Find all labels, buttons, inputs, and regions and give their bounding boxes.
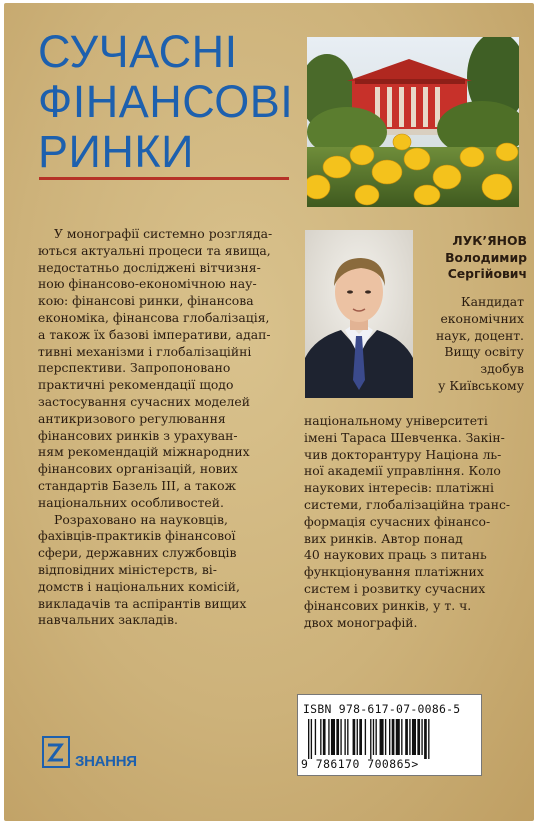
barcode-bar [385,719,386,755]
barcode-bar [347,719,348,755]
barcode-bar [370,719,371,759]
book-title-line-3: РИНКИ [38,126,194,177]
barcode-bars [308,719,473,759]
annotation-line: а також їх базові імперативи, адап- [38,326,271,342]
annotation-line: ною фінансово-економічною нау- [38,276,257,292]
barcode-bar [396,719,400,755]
barcode-bar [401,719,402,755]
barcode-bar [424,719,427,759]
author-bio-line: функціонування платіжних [304,564,484,580]
author-bio-line: економічних [440,310,524,326]
annotation-line: навчальних закладів. [38,612,178,628]
barcode-bar [315,719,316,755]
barcode-bar [357,719,358,755]
author-bio-line: імені Тараса Шевченка. Закін- [304,429,505,445]
author-bio-wide [304,413,526,631]
barcode-bar [421,719,422,755]
barcode-bar [389,719,390,755]
barcode-digit-string: 9 786170 700865 [301,757,412,771]
barcode-bar [365,719,366,755]
barcode-bar [417,719,420,755]
barcode-bar [344,719,345,755]
author-bio-line: наук, доцент. [436,327,524,343]
isbn-number: ISBN 978-617-07-0086-5 [303,702,461,716]
author-bio-line: наукових інтересів: платіжні [304,480,494,496]
annotation-line: У монографії системно розгляда- [54,226,273,241]
author-bio-line: 40 наукових праць з питань [304,547,487,563]
annotation-line: перспективи. Запропоновано [38,360,231,376]
author-bio-line: національному університеті [304,413,488,428]
annotation-line: стандартів Базель III, а також [38,477,236,493]
annotation-line: домств і національних комісій, [38,578,240,594]
author-bio-narrow [419,294,524,395]
author-bio-line: систем і розвитку сучасних [304,580,486,596]
barcode-digits [301,757,479,771]
author-bio-line: формація сучасних фінансо- [304,513,491,529]
book-back-cover [4,3,534,821]
barcode-bar [409,719,410,755]
author-first-name: Володимир [445,249,527,265]
barcode-bar [428,719,429,759]
annotation-line: відповідних міністерств, ві- [38,561,217,577]
author-bio-line: фінансових ринків, у т. ч. [304,597,472,613]
annotation-line: Розраховано на науковців, [54,511,228,527]
annotation-line: застосування сучасних моделей [38,393,250,409]
barcode-bar [359,719,362,755]
annotation-line: сфери, державних службовців [38,545,237,561]
author-bio-line: здобув [480,361,524,377]
author-surname: ЛУК’ЯНОВ [452,233,527,248]
title-underline [39,177,289,180]
annotation-line: недостатньо досліджені вітчизня- [38,259,261,275]
annotation-line: кою: фінансові ринки, фінансова [38,293,254,309]
barcode-bar [311,719,312,759]
barcode-bar [376,719,377,755]
book-title-line-2: ФІНАНСОВІ [38,76,294,127]
annotation-line: національних особливостей. [38,494,224,510]
annotation-line: фінансових ринків з урахуван- [38,427,238,443]
annotation-line: фінансових організацій, нових [38,461,238,477]
barcode-bar [380,719,384,755]
barcode-bar [353,719,356,755]
barcode-bar [392,719,395,755]
barcode-bar [373,719,374,755]
author-bio-line: ної академії управління. Коло [304,463,501,479]
barcode-bar [412,719,416,755]
barcode-quiet-zone-mark: > [411,757,419,771]
publisher-logo [42,736,152,776]
annotation-paragraph-2 [38,512,296,630]
author-bio-line: системи, глобалізаційна транс- [304,496,511,512]
barcode-bar [323,719,326,755]
isbn-barcode [297,694,482,776]
publisher-mark-icon [42,736,72,770]
publisher-name: ЗНАННЯ [75,753,137,770]
author-photo [305,230,413,398]
annotation-line: практичні рекомендації щодо [38,377,234,393]
book-title-line-1: СУЧАСНІ [38,26,238,77]
barcode-bar [331,719,335,755]
author-name [417,233,527,283]
annotation-line: ням рекомендацій міжнародних [38,444,250,460]
annotation-line: економіка, фінансова глобалізація, [38,309,270,325]
annotation-line: викладачів та аспірантів вищих [38,595,247,611]
annotation-line: ються актуальні процеси та явища, [38,242,271,258]
author-patronymic: Сергійович [447,266,527,281]
book-title [38,27,293,177]
author-bio-line: у Київському [438,377,524,393]
annotation-paragraph-1 [38,226,296,512]
barcode-bar [320,719,321,755]
university-photo [307,37,519,207]
book-annotation [38,226,296,629]
barcode-bar [336,719,339,755]
barcode-bar [308,719,309,759]
annotation-line: фахівців-практиків фінансової [38,528,236,544]
barcode-bar [328,719,329,755]
annotation-line: антикризового регулювання [38,410,226,426]
barcode-bar [340,719,341,755]
author-bio-line: чив докторантуру Націона ль- [304,446,502,462]
barcode-bar [405,719,408,755]
author-bio-line: Вищу освіту [444,344,524,360]
author-bio-line: вих ринків. Автор понад [304,530,463,546]
author-bio-line: Кандидат [461,294,524,309]
author-bio-line: двох монографій. [304,614,418,630]
annotation-line: тивні механізми і глобалізаційні [38,343,252,359]
